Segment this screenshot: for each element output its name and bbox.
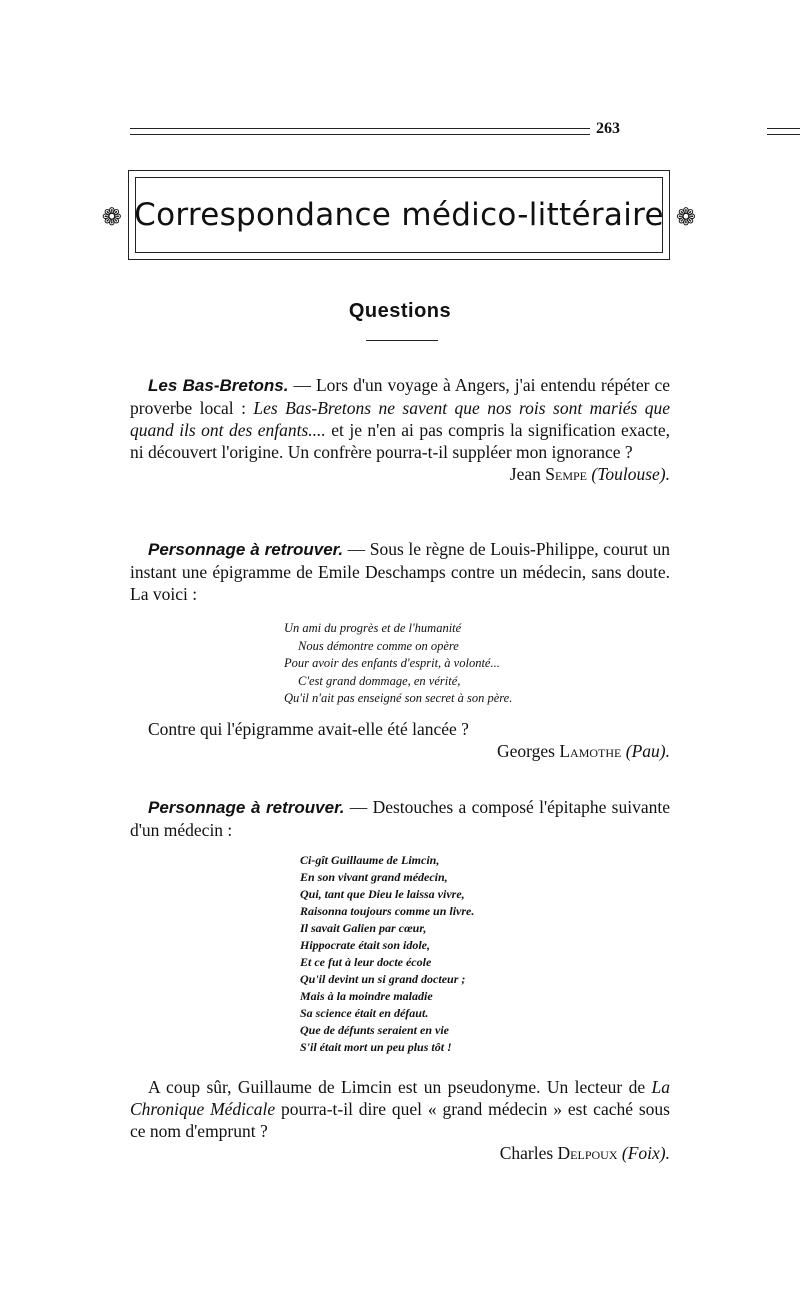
section-rule bbox=[366, 340, 438, 341]
q3-sig-first: Charles bbox=[499, 1143, 558, 1163]
header-rule-left bbox=[130, 128, 590, 135]
q2-verse-line: Nous démontre comme on opère bbox=[298, 638, 459, 653]
q3-verse-line: S'il était mort un peu plus tôt ! bbox=[300, 1040, 452, 1054]
q3-verse-line: Sa science était en défaut. bbox=[300, 1006, 429, 1020]
q2-signature bbox=[130, 740, 670, 762]
q1-sig-first: Jean bbox=[509, 464, 546, 484]
q2-text: — Sous le règne de Louis-Philippe, courut un instant une épigramme de Emile Deschamps contre un médecin, sans doute. La voici : bbox=[130, 539, 670, 604]
q3-verse-line: Et ce fut à leur docte école bbox=[300, 955, 432, 969]
q2-verse-line: C'est grand dommage, en vérité, bbox=[298, 673, 461, 688]
q3-closing-block bbox=[130, 1076, 670, 1164]
question-bas-bretons bbox=[130, 374, 670, 485]
page-title: Correspondance médico-littéraire bbox=[134, 197, 664, 233]
q2-paragraph bbox=[130, 538, 670, 605]
q3-verse-line: Raisonna toujours comme un livre. bbox=[300, 904, 475, 918]
q2-sig-first: Georges bbox=[496, 741, 560, 761]
question-personnage-1 bbox=[130, 538, 670, 605]
q1-text-b: et je n'en ai pas compris la signification exacte, ni découvert l'origine. Un confrère pourra-t-il suppléer mon ignorance ? bbox=[130, 420, 670, 462]
q3-text: — Destouches a composé l'épitaphe suivante d'un médecin : bbox=[130, 797, 670, 840]
q2-sig-place: (Pau). bbox=[625, 741, 670, 761]
q3-sig-last: Delpoux bbox=[557, 1143, 618, 1163]
q1-paragraph bbox=[130, 374, 670, 463]
q1-sig-last: Sempe bbox=[545, 464, 588, 484]
page-number: 263 bbox=[596, 120, 620, 137]
q3-closing bbox=[130, 1076, 670, 1142]
q3-closing-b: pourra-t-il dire quel « grand médecin » est caché sous ce nom d'emprunt ? bbox=[130, 1099, 670, 1141]
q2-closing: Contre qui l'épigramme avait-elle été lancée ? bbox=[148, 719, 469, 739]
q3-verse-line: Que de défunts seraient en vie bbox=[300, 1023, 449, 1037]
q3-paragraph bbox=[130, 796, 670, 841]
q2-verse-line: Qu'il n'ait pas enseigné son secret à son père. bbox=[284, 691, 513, 705]
q3-lead: Personnage à retrouver. bbox=[148, 798, 345, 817]
ornament-left-icon: ❁ bbox=[101, 203, 123, 231]
q1-text-a: — Lors d'un voyage à Angers, j'ai entendu répéter ce proverbe local : bbox=[130, 375, 670, 418]
q3-signature bbox=[130, 1142, 670, 1164]
title-box-inner bbox=[101, 177, 697, 253]
q3-verse-line: Mais à la moindre maladie bbox=[300, 989, 433, 1003]
title-line bbox=[90, 197, 709, 233]
title-box bbox=[101, 170, 697, 260]
q3-closing-a: A coup sûr, Guillaume de Limcin est un pseudonyme. Un lecteur de bbox=[148, 1077, 652, 1097]
q1-proverb: Les Bas-Bretons ne savent que nos rois sont mariés que quand ils ont des enfants.... bbox=[130, 398, 670, 440]
q3-verse-line: En son vivant grand médecin, bbox=[300, 870, 448, 884]
q1-sig-place: (Toulouse). bbox=[591, 464, 670, 484]
section-heading: Questions bbox=[348, 300, 452, 322]
q3-journal-title: La Chronique Médicale bbox=[130, 1077, 670, 1119]
q2-lead: Personnage à retrouver. bbox=[148, 540, 344, 559]
q2-epigram bbox=[284, 620, 512, 708]
q2-sig-last: Lamothe bbox=[559, 741, 622, 761]
page-header bbox=[130, 120, 670, 140]
q3-verse-line: Ci-gît Guillaume de Limcin, bbox=[300, 853, 440, 867]
header-rule-right bbox=[767, 128, 800, 135]
q2-verse-line: Un ami du progrès et de l'humanité bbox=[284, 621, 462, 635]
q2-closing-block bbox=[130, 718, 670, 762]
q3-verse-line: Il savait Galien par cœur, bbox=[300, 921, 427, 935]
q3-verse-line: Qu'il devint un si grand docteur ; bbox=[300, 972, 466, 986]
question-personnage-2 bbox=[130, 796, 670, 841]
ornament-right-icon: ❁ bbox=[675, 203, 697, 231]
q3-verse-line: Hippocrate était son idole, bbox=[300, 938, 430, 952]
q3-verse-line: Qui, tant que Dieu le laissa vivre, bbox=[300, 887, 465, 901]
q3-sig-place: (Foix). bbox=[621, 1143, 670, 1163]
q1-signature bbox=[130, 463, 670, 485]
q3-epitaph bbox=[300, 852, 474, 1056]
q2-verse-line: Pour avoir des enfants d'esprit, à volonté... bbox=[284, 656, 500, 670]
q1-lead: Les Bas-Bretons. bbox=[148, 376, 289, 395]
